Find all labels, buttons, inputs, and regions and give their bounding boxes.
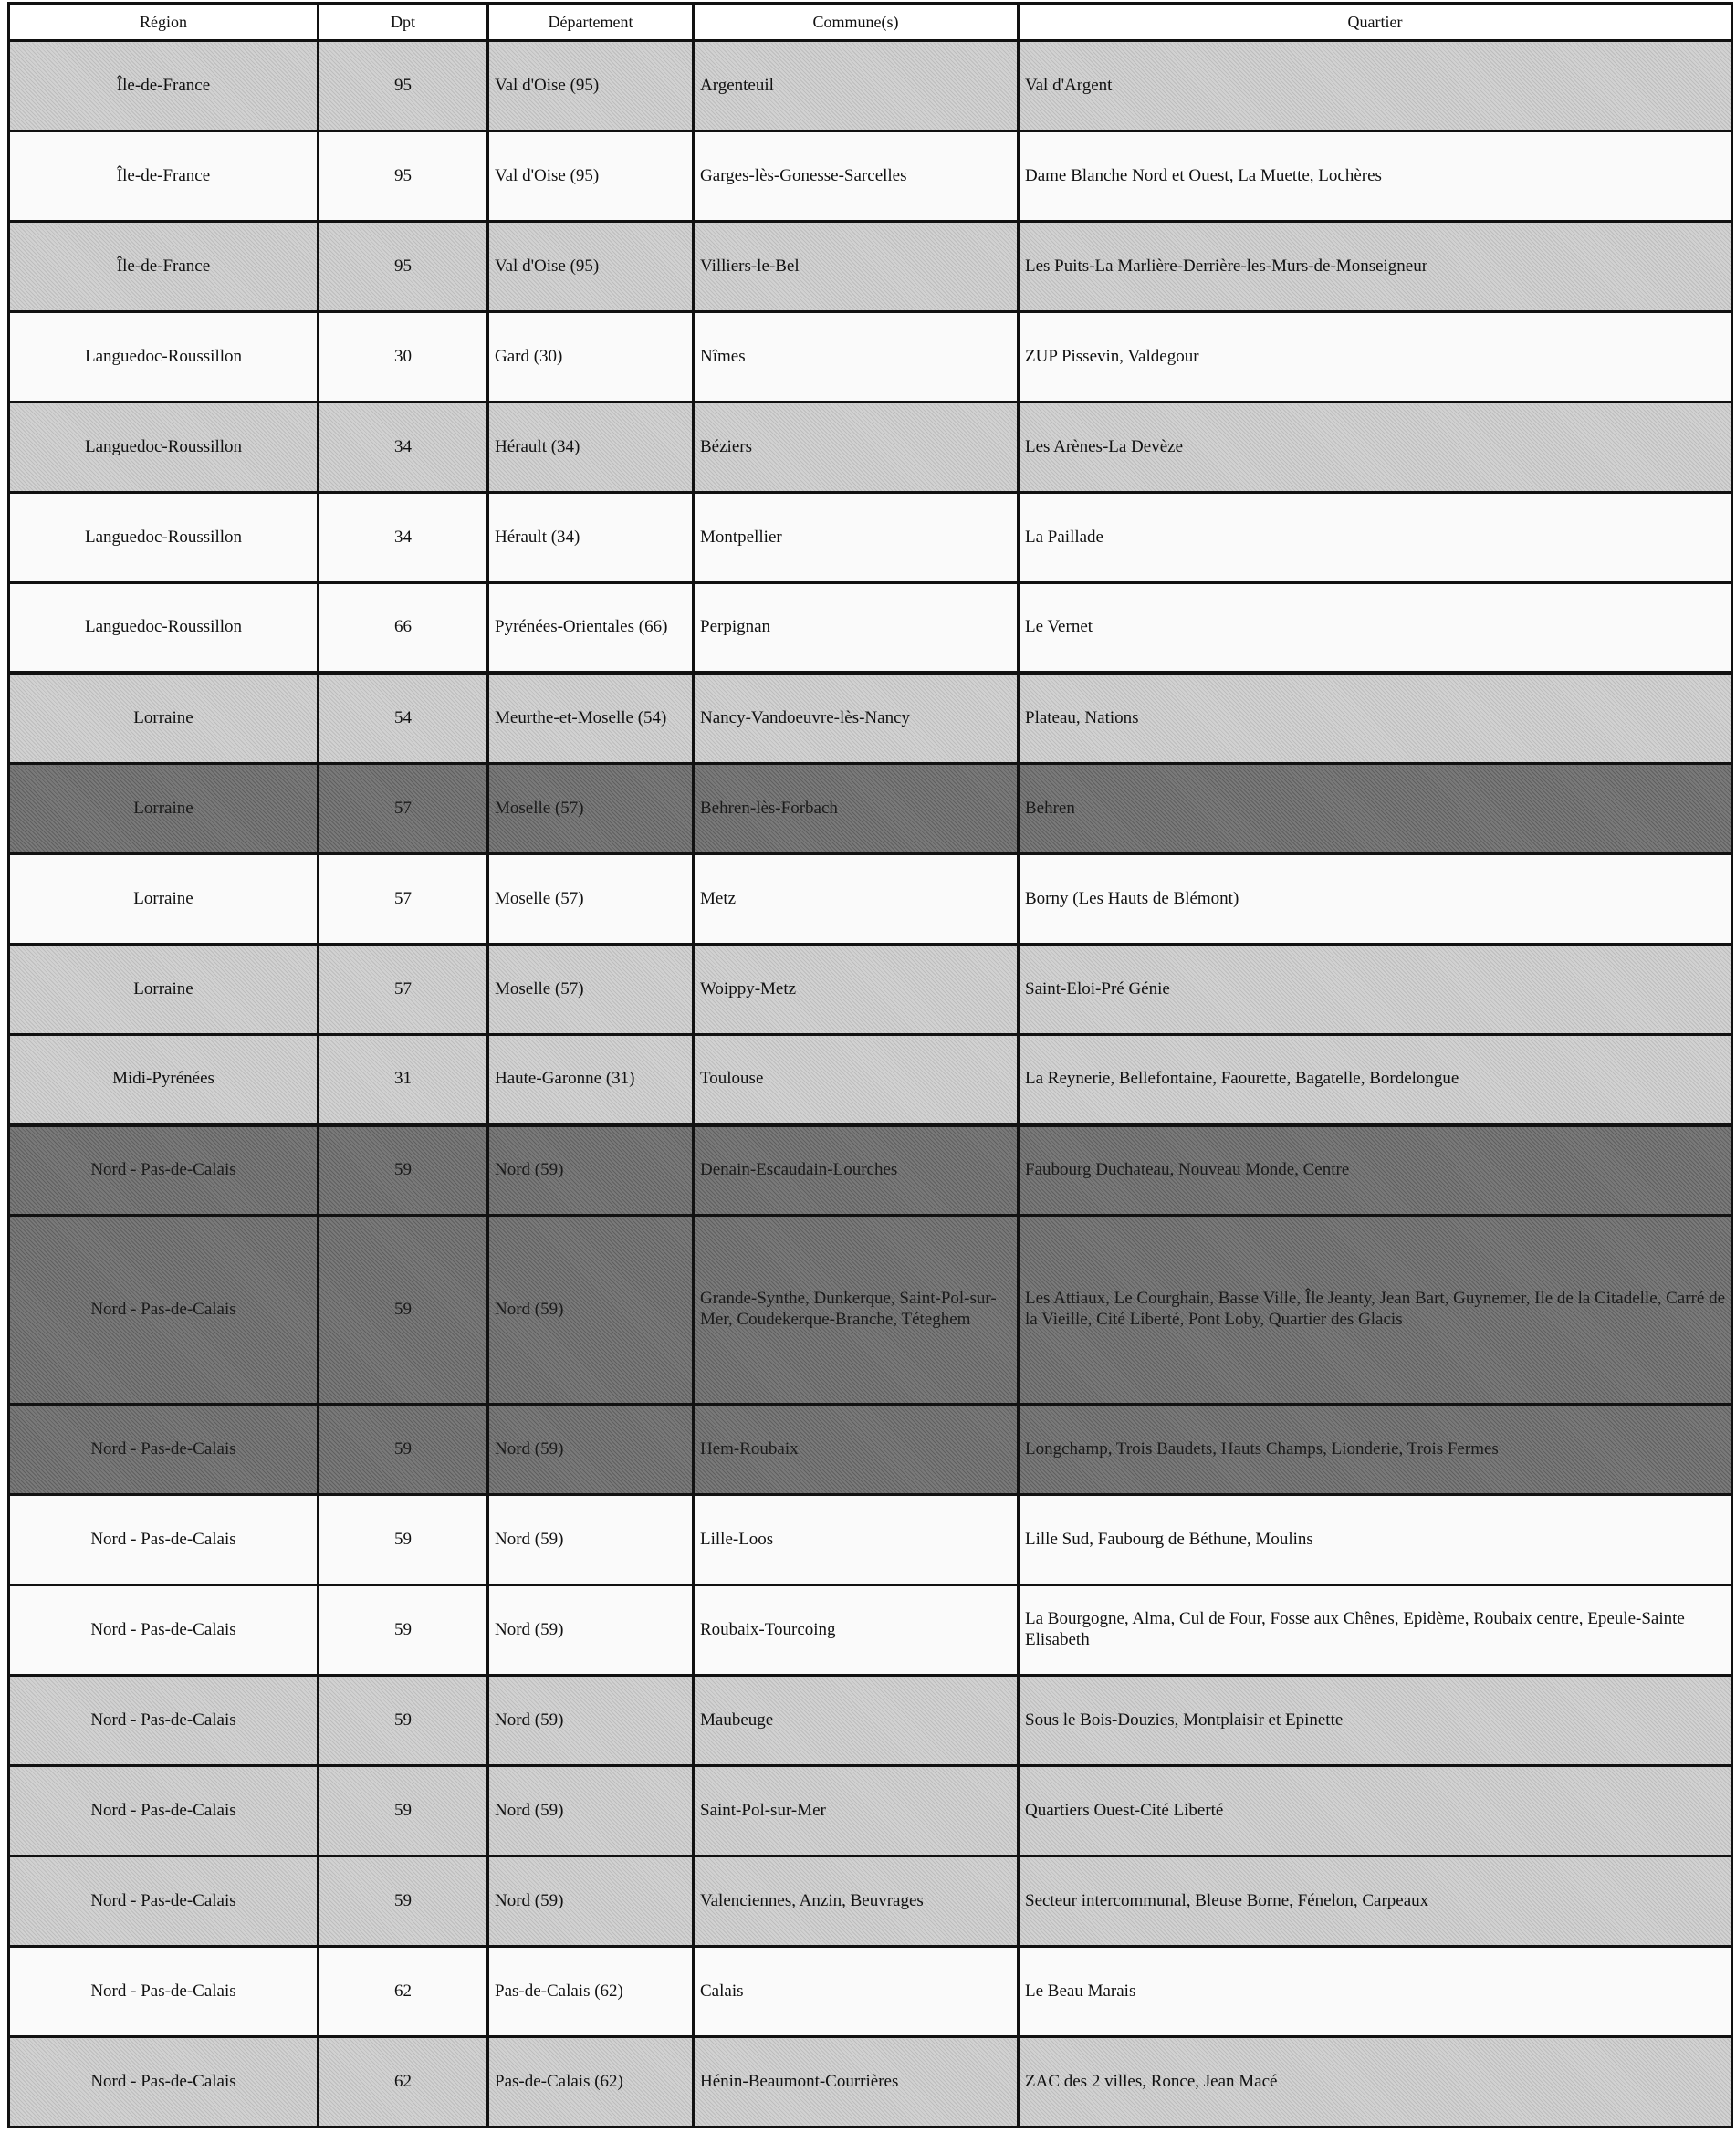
cell-communes: Woippy-Metz [694,945,1019,1035]
cell-departement: Nord (59) [488,1125,694,1216]
cell-communes: Toulouse [694,1035,1019,1125]
cell-departement: Pas-de-Calais (62) [488,1947,694,2037]
table-row [9,493,1732,583]
cell-communes: Valenciennes, Anzin, Beuvrages [694,1856,1019,1947]
cell-dpt: 34 [319,403,488,493]
table-row [9,1676,1732,1766]
cell-dpt: 59 [319,1766,488,1856]
table-row [9,1405,1732,1495]
table-row [9,41,1732,131]
cell-communes: Argenteuil [694,41,1019,131]
cell-departement: Hérault (34) [488,403,694,493]
cell-departement: Val d'Oise (95) [488,222,694,312]
cell-region: Nord - Pas-de-Calais [9,1495,319,1585]
column-header-quartier: Quartier [1019,4,1732,41]
cell-region: Nord - Pas-de-Calais [9,2037,319,2128]
cell-quartier: Val d'Argent [1019,41,1732,131]
cell-dpt: 34 [319,493,488,583]
table-row [9,2037,1732,2128]
column-header-communes: Commune(s) [694,4,1019,41]
cell-communes: Garges-lès-Gonesse-Sarcelles [694,131,1019,222]
table-row [9,1125,1732,1216]
table-row [9,403,1732,493]
cell-dpt: 30 [319,312,488,403]
cell-quartier: Faubourg Duchateau, Nouveau Monde, Centre [1019,1125,1732,1216]
cell-dpt: 31 [319,1035,488,1125]
table-row [9,1495,1732,1585]
cell-dpt: 57 [319,945,488,1035]
cell-dpt: 59 [319,1676,488,1766]
cell-region: Lorraine [9,674,319,764]
cell-dpt: 59 [319,1405,488,1495]
cell-communes: Behren-lès-Forbach [694,764,1019,854]
table-row [9,945,1732,1035]
cell-region: Nord - Pas-de-Calais [9,1216,319,1405]
cell-dpt: 59 [319,1585,488,1676]
table-row [9,583,1732,674]
cell-departement: Moselle (57) [488,854,694,945]
cell-dpt: 62 [319,2037,488,2128]
cell-communes: Grande-Synthe, Dunkerque, Saint-Pol-sur-Mer, Coudekerque-Branche, Téteghem [694,1216,1019,1405]
cell-quartier: Saint-Eloi-Pré Génie [1019,945,1732,1035]
cell-region: Midi-Pyrénées [9,1035,319,1125]
cell-dpt: 57 [319,764,488,854]
cell-dpt: 59 [319,1856,488,1947]
cell-region: Nord - Pas-de-Calais [9,1125,319,1216]
cell-communes: Hem-Roubaix [694,1405,1019,1495]
cell-region: Languedoc-Roussillon [9,312,319,403]
cell-departement: Hérault (34) [488,493,694,583]
cell-region: Nord - Pas-de-Calais [9,1766,319,1856]
cell-region: Nord - Pas-de-Calais [9,1947,319,2037]
cell-quartier: Le Vernet [1019,583,1732,674]
cell-departement: Nord (59) [488,1405,694,1495]
cell-dpt: 59 [319,1216,488,1405]
cell-quartier: ZUP Pissevin, Valdegour [1019,312,1732,403]
table-row [9,131,1732,222]
cell-region: Languedoc-Roussillon [9,403,319,493]
table-row [9,764,1732,854]
cell-communes: Nancy-Vandoeuvre-lès-Nancy [694,674,1019,764]
cell-communes: Calais [694,1947,1019,2037]
cell-quartier: Lille Sud, Faubourg de Béthune, Moulins [1019,1495,1732,1585]
cell-quartier: Les Arènes-La Devèze [1019,403,1732,493]
cell-communes: Nîmes [694,312,1019,403]
table-row [9,1766,1732,1856]
cell-quartier: Le Beau Marais [1019,1947,1732,2037]
cell-departement: Nord (59) [488,1676,694,1766]
cell-region: Lorraine [9,854,319,945]
cell-dpt: 59 [319,1125,488,1216]
cell-quartier: Secteur intercommunal, Bleuse Borne, Fénelon, Carpeaux [1019,1856,1732,1947]
cell-quartier: La Paillade [1019,493,1732,583]
cell-region: Nord - Pas-de-Calais [9,1676,319,1766]
cell-region: Île-de-France [9,131,319,222]
cell-communes: Lille-Loos [694,1495,1019,1585]
cell-communes: Hénin-Beaumont-Courrières [694,2037,1019,2128]
cell-communes: Béziers [694,403,1019,493]
cell-communes: Villiers-le-Bel [694,222,1019,312]
cell-communes: Metz [694,854,1019,945]
cell-departement: Pyrénées-Orientales (66) [488,583,694,674]
cell-departement: Nord (59) [488,1495,694,1585]
cell-dpt: 95 [319,41,488,131]
cell-departement: Nord (59) [488,1766,694,1856]
table-row [9,854,1732,945]
cell-departement: Meurthe-et-Moselle (54) [488,674,694,764]
cell-communes: Denain-Escaudain-Lourches [694,1125,1019,1216]
cell-region: Nord - Pas-de-Calais [9,1585,319,1676]
cell-region: Lorraine [9,764,319,854]
cell-communes: Montpellier [694,493,1019,583]
cell-departement: Nord (59) [488,1856,694,1947]
cell-quartier: Borny (Les Hauts de Blémont) [1019,854,1732,945]
quartiers-table-sheet [7,2,1731,2128]
cell-communes: Saint-Pol-sur-Mer [694,1766,1019,1856]
table-row [9,1947,1732,2037]
cell-departement: Gard (30) [488,312,694,403]
table-row [9,1216,1732,1405]
cell-departement: Haute-Garonne (31) [488,1035,694,1125]
cell-region: Île-de-France [9,222,319,312]
column-header-region: Région [9,4,319,41]
cell-departement: Nord (59) [488,1216,694,1405]
cell-quartier: Quartiers Ouest-Cité Liberté [1019,1766,1732,1856]
cell-dpt: 57 [319,854,488,945]
cell-dpt: 62 [319,1947,488,2037]
cell-quartier: La Reynerie, Bellefontaine, Faourette, Bagatelle, Bordelongue [1019,1035,1732,1125]
cell-communes: Roubaix-Tourcoing [694,1585,1019,1676]
cell-dpt: 66 [319,583,488,674]
cell-departement: Nord (59) [488,1585,694,1676]
cell-communes: Perpignan [694,583,1019,674]
cell-departement: Pas-de-Calais (62) [488,2037,694,2128]
cell-quartier: Longchamp, Trois Baudets, Hauts Champs, Lionderie, Trois Fermes [1019,1405,1732,1495]
column-header-dpt: Dpt [319,4,488,41]
cell-departement: Val d'Oise (95) [488,131,694,222]
cell-quartier: ZAC des 2 villes, Ronce, Jean Macé [1019,2037,1732,2128]
cell-quartier: La Bourgogne, Alma, Cul de Four, Fosse aux Chênes, Epidème, Roubaix centre, Epeule-Sainte Elisabeth [1019,1585,1732,1676]
table-body [9,41,1732,2128]
table-row [9,1585,1732,1676]
table-row [9,1856,1732,1947]
cell-quartier: Les Puits-La Marlière-Derrière-les-Murs-de-Monseigneur [1019,222,1732,312]
cell-region: Nord - Pas-de-Calais [9,1405,319,1495]
cell-departement: Moselle (57) [488,764,694,854]
cell-region: Languedoc-Roussillon [9,493,319,583]
cell-region: Île-de-France [9,41,319,131]
cell-departement: Val d'Oise (95) [488,41,694,131]
cell-quartier: Behren [1019,764,1732,854]
cell-dpt: 95 [319,131,488,222]
cell-quartier: Sous le Bois-Douzies, Montplaisir et Epinette [1019,1676,1732,1766]
table-row [9,312,1732,403]
cell-region: Nord - Pas-de-Calais [9,1856,319,1947]
cell-quartier: Dame Blanche Nord et Ouest, La Muette, Lochères [1019,131,1732,222]
column-header-departement: Département [488,4,694,41]
table-row [9,674,1732,764]
cell-region: Lorraine [9,945,319,1035]
cell-departement: Moselle (57) [488,945,694,1035]
table-row [9,1035,1732,1125]
cell-region: Languedoc-Roussillon [9,583,319,674]
quartiers-table [7,2,1733,2128]
table-row [9,222,1732,312]
cell-dpt: 59 [319,1495,488,1585]
cell-dpt: 95 [319,222,488,312]
cell-communes: Maubeuge [694,1676,1019,1766]
table-header-row [9,4,1732,41]
cell-quartier: Plateau, Nations [1019,674,1732,764]
cell-dpt: 54 [319,674,488,764]
cell-quartier: Les Attiaux, Le Courghain, Basse Ville, Île Jeanty, Jean Bart, Guynemer, Ile de la Citadelle, Carré de la Vieille, Cité Liberté, Pont Loby, Quartier des Glacis [1019,1216,1732,1405]
